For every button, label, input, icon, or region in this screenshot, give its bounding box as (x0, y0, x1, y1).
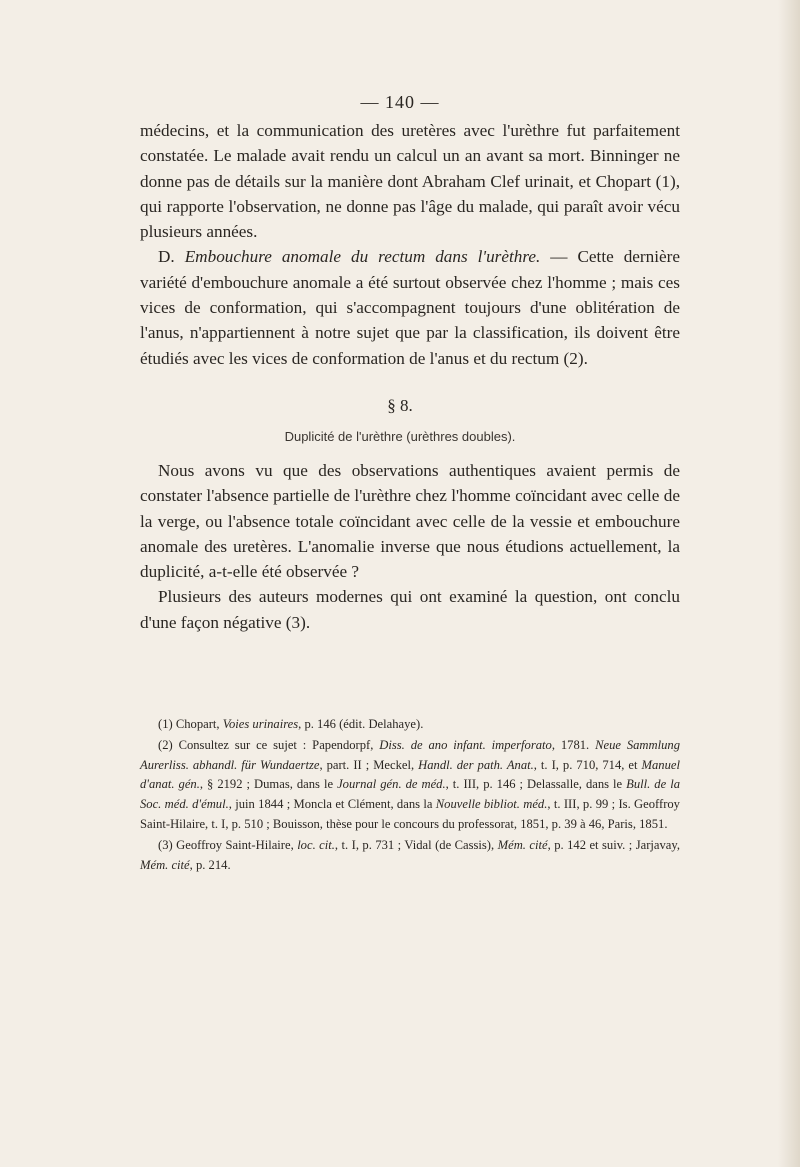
footnote-text: (2) Consultez sur ce sujet : Papendorpf, (158, 737, 380, 752)
footnote-title: Mém. cité (497, 837, 548, 852)
footnote-title: Nouvelle bibliot. méd. (435, 797, 548, 812)
section-subtitle: Duplicité de l'urèthre (urèthres doubles). (284, 429, 516, 444)
paragraph-negative: Plusieurs des auteurs modernes qui ont examiné la question, ont conclu d'une façon négative (3). (140, 587, 680, 632)
footnote-text: , t. III, p. 99 ; Is. Geoffroy Saint-Hilaire, t. I, p. 510 ; Bouisson, thèse pour le concours du professorat, 1851, p. 39 à 46, Paris, 1851. (140, 797, 680, 831)
footnote-title: Handl. der path. Anat. (418, 757, 534, 772)
paragraph-chopart: médecins, et la communication des uretères avec l'urèthre fut parfaitement constatée. Le malade avait rendu un calcul un an avant sa mort. Binninger ne donne pas de détails sur la manière dont Abraham Clef urinait, et Chopart (1), qui rapporte l'observation, ne donne pas l'âge du malade, qui paraît avoir vécu plusieurs années. (140, 121, 680, 242)
footnote-text: , p. 142 et suiv. ; Jarjavay, (547, 837, 681, 852)
page-edge-shadow (778, 0, 800, 1167)
footnote-title: Voies urinaires (222, 717, 299, 731)
page-number: — 140 — (360, 92, 440, 112)
body-text-top (140, 118, 680, 371)
paragraph-observations: Nous avons vu que des observations authentiques avaient permis de constater l'absence partielle de l'urèthre chez l'homme coïncidant avec celle de la verge, ou l'absence totale coïncidant avec celle de la vessie et embouchure anomale des uretères. L'anomalie inverse que nous étudions actuellement, la duplicité, a-t-elle été observée ? (140, 461, 680, 582)
footnote-text: (3) Geoffroy Saint-Hilaire, (158, 837, 298, 852)
footnote-title: loc. cit. (297, 837, 335, 852)
footnote-3 (140, 836, 680, 876)
section-heading: § 8. (387, 396, 413, 415)
footnote-title: Neue Sammlung Aurerliss. abhandl. für Wundaertze (140, 737, 681, 772)
footnotes (140, 715, 680, 876)
footnote-text: , t. I, p. 731 ; Vidal (de Cassis), (334, 837, 498, 852)
footnote-title: Journal gén. de méd. (337, 777, 446, 792)
footnote-1 (140, 715, 680, 735)
footnote-title: Diss. de ano infant. imperforato (379, 737, 552, 752)
footnote-text: (1) Chopart, (158, 717, 223, 731)
footnote-text: , § 2192 ; Dumas, dans le (199, 777, 338, 792)
footnote-title: Mém. cité (140, 857, 190, 872)
footnote-text: , t. III, p. 146 ; Delassalle, dans le (445, 777, 627, 792)
footnote-text: , 1781. (551, 737, 596, 752)
footnote-text: , juin 1844 ; Moncla et Clément, dans la (228, 797, 436, 812)
footnote-title: Manuel d'anat. gén. (140, 757, 680, 792)
footnote-text: , part. II ; Meckel, (319, 757, 419, 772)
subsection-text: — Cette dernière variété d'embouchure anomale a été surtout observée chez l'homme ; mais ces vices de conformation, qui s'accompagnent toujours d'une oblitération de l'anus, n'appartiennent à notre sujet que par la classification, ils doivent être étudiés avec les vices de conformation de l'anus et du rectum (2). (140, 247, 680, 368)
subsection-title: Embouchure anomale du rectum dans l'urèthre. (184, 247, 541, 267)
footnote-text: , p. 214. (189, 857, 231, 872)
footnote-title: Bull. de la Soc. méd. d'émul. (140, 777, 680, 812)
paragraph-rectum (140, 244, 680, 370)
footnote-text: , t. I, p. 710, 714, et (533, 757, 642, 772)
footnote-text: , p. 146 (édit. Delahaye). (298, 717, 424, 731)
body-text-duplicity (140, 458, 680, 635)
footnote-2 (140, 736, 680, 835)
section-letter: D. (158, 247, 175, 267)
